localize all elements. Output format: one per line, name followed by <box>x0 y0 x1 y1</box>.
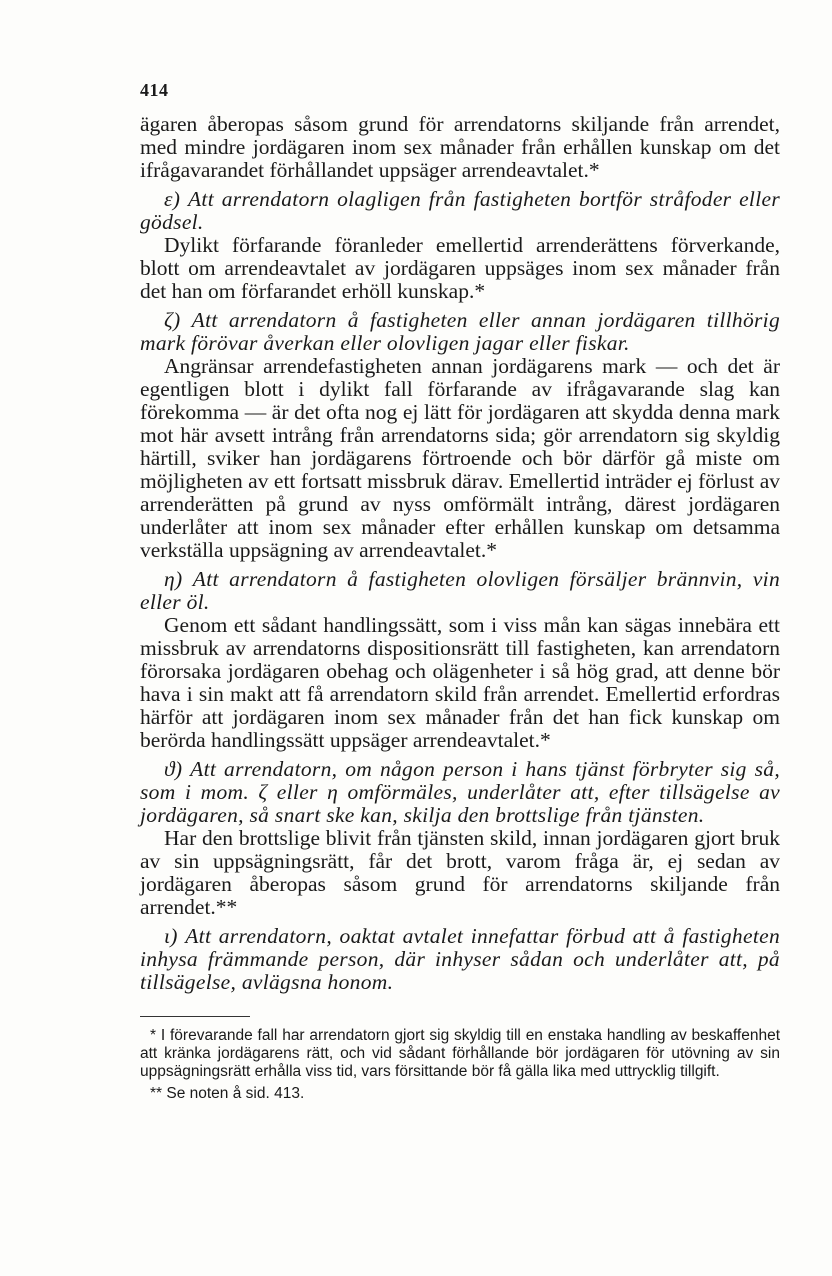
footnote: * I förevarande fall har arrendatorn gjort sig skyldig till en enstaka handling av beskaffenhet att kränka jordägarens rätt, och vid sådant förhållande bör jordägaren för utövning av sin uppsägningsrätt erhålla viss tid, vars försittande bör få gälla lika med uttrycklig tillgift. <box>140 1027 780 1080</box>
footnote-divider <box>140 1016 250 1017</box>
section-heading-epsilon: ε) Att arrendatorn olagligen från fastigheten bortför stråfoder eller gödsel. <box>140 187 780 234</box>
footnote: ** Se noten å sid. 413. <box>150 1085 305 1102</box>
body-text <box>140 113 780 994</box>
section-heading-eta: η) Att arrendatorn å fastigheten olovligen försäljer brännvin, vin eller öl. <box>140 567 780 614</box>
paragraph: Dylikt förfarande föranleder emellertid arrenderättens förverkande, blott om arrendeavtalet av jordägaren uppsäges inom sex månader från det han om förfarandet erhöll kunskap.* <box>140 233 780 303</box>
section-heading-iota: ι) Att arrendatorn, oaktat avtalet innefattar förbud att å fastigheten inhysa främmande person, där inhyser sådan och underlåter att, på tillsägelse, avlägsna honom. <box>140 924 780 994</box>
section-heading-zeta: ζ) Att arrendatorn å fastigheten eller annan jordägaren tillhörig mark förövar åverkan eller olovligen jagar eller fiskar. <box>140 308 780 355</box>
paragraph: Genom ett sådant handlingssätt, som i viss mån kan sägas innebära ett missbruk av arrendatorns dispositionsrätt till fastigheten, kan arrendatorn förorsaka jordägaren obehag och olägenheter i så hög grad, att denne bör hava i sin makt att få arrendatorn skild från arrendet. Emellertid erfordras härför att jordägaren inom sex månader från det han fick kunskap om berörda handlingssätt uppsäger arrendeavtalet.* <box>140 613 780 752</box>
section-heading-theta: ϑ) Att arrendatorn, om någon person i hans tjänst förbryter sig så, som i mom. ζ eller η omförmäles, underlåter att, efter tillsägelse av jordägaren, så snart ske kan, skilja den brottslige från tjänsten. <box>140 757 780 827</box>
paragraph: Angränsar arrendefastigheten annan jordägarens mark — och det är egentligen blott i dylikt fall förfarande av ifrågavarande slag kan förekomma — är det ofta nog ej lätt för jordägaren att skydda denna mark mot här avsett intrång från arrendatorns sida; gör arrendatorn sig skyldig härtill, sviker han jordägarens förtroende och bör därför gå miste om möjligheten av ett fortsatt missbruk därav. Emellertid inträder ej förlust av arrenderätten på grund av nyss omförmält intrång, därest jordägaren underlåter att inom sex månader efter erhållen kunskap om detsamma verkställa uppsägning av arrendeavtalet.* <box>140 354 780 562</box>
footnotes <box>140 1027 780 1103</box>
paragraph: ägaren åberopas såsom grund för arrendatorns skiljande från arrendet, med mindre jordägaren inom sex månader från erhållen kunskap om det ifrågavarandet förhållandet uppsäger arrendeavtalet.* <box>140 112 780 182</box>
paragraph: Har den brottslige blivit från tjänsten skild, innan jordägaren gjort bruk av sin uppsägningsrätt, får det brott, varom fråga är, ej sedan av jordägaren åberopas såsom grund för arrendatorns skiljande från arrendet.** <box>140 826 780 919</box>
page <box>140 80 780 1103</box>
page-number: 414 <box>140 80 169 100</box>
